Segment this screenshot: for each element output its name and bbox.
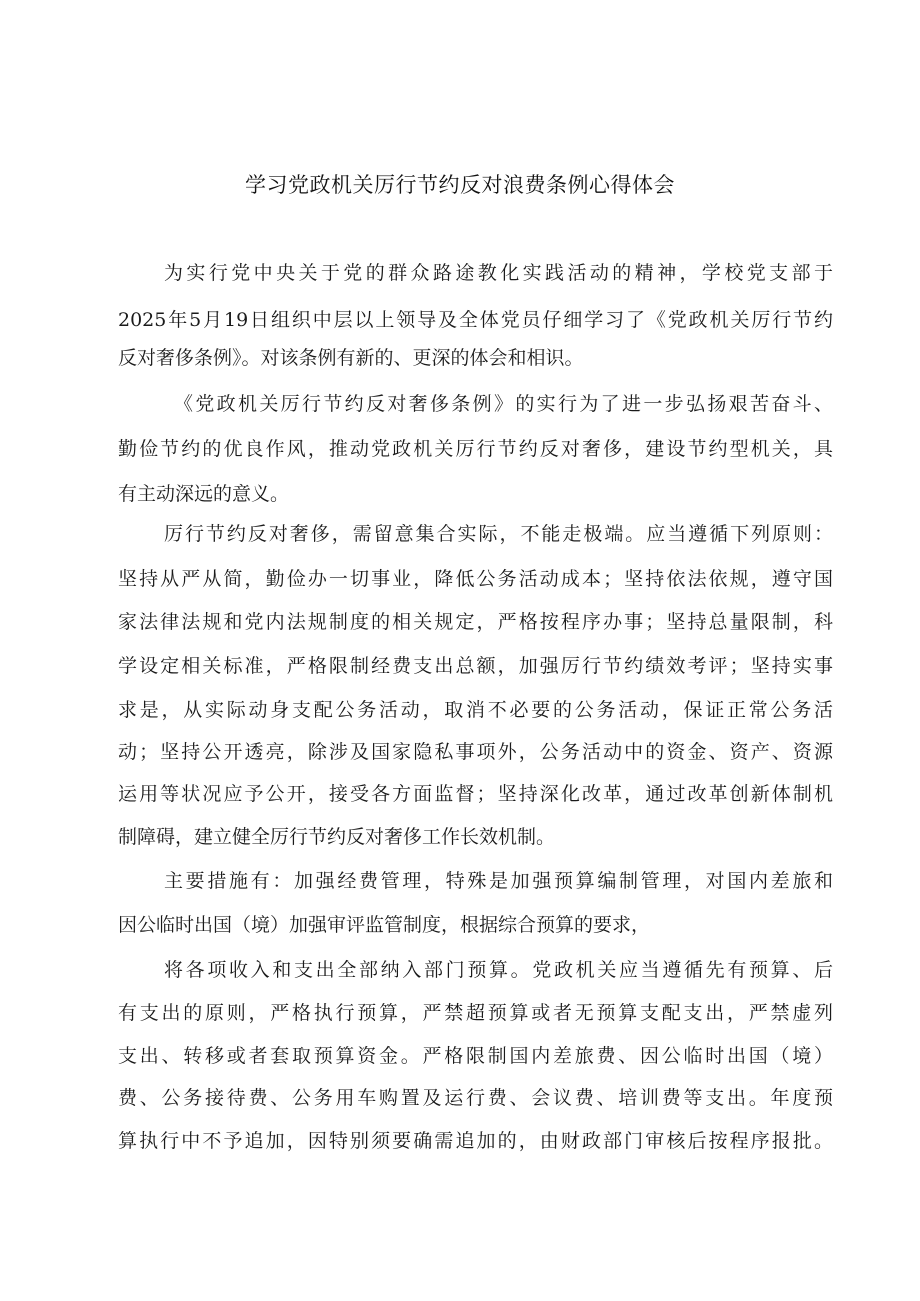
paragraph-line: 支出、转移或者套取预算资金。严格限制国内差旅费、因公临时出国（境）	[118, 1045, 833, 1067]
paragraph-line: 算执行中不予追加，因特别须要确需追加的，由财政部门审核后按程序报批。	[118, 1130, 833, 1152]
paragraph-line: 学设定相关标准，严格限制经费支出总额，加强厉行节约绩效考评；坚持实事	[118, 655, 833, 677]
paragraph-line: 求是，从实际动身支配公务活动，取消不必要的公务活动，保证正常公务活	[118, 699, 833, 721]
paragraph-line: 将各项收入和支出全部纳入部门预算。党政机关应当遵循先有预算、后	[164, 959, 833, 981]
paragraph-line: 运用等状况应予公开，接受各方面监督；坚持深化改革，通过改革创新体制机	[118, 783, 833, 805]
paragraph-line: 2025年5月19日组织中层以上领导及全体党员仔细学习了《党政机关厉行节约	[118, 309, 833, 331]
paragraph-line: 有支出的原则，严格执行预算，严禁超预算或者无预算支配支出，严禁虚列	[118, 1002, 833, 1024]
paragraph-line: 因公临时出国（境）加强审评监管制度，根据综合预算的要求，	[118, 914, 651, 936]
paragraph-line: 反对奢侈条例》。对该条例有新的、更深的体会和相识。	[118, 347, 584, 369]
paragraph-line: 动；坚持公开透亮，除涉及国家隐私事项外，公务活动中的资金、资产、资源	[118, 741, 833, 763]
paragraph-line: 厉行节约反对奢侈，需留意集合实际，不能走极端。应当遵循下列原则：	[164, 523, 833, 545]
paragraph-line: 为实行党中央关于党的群众路途教化实践活动的精神，学校党支部于	[164, 262, 833, 284]
paragraph-line: 费、公务接待费、公务用车购置及运行费、会议费、培训费等支出。年度预	[118, 1087, 833, 1109]
paragraph-line: 《党政机关厉行节约反对奢侈条例》的实行为了进一步弘扬艰苦奋斗、	[174, 393, 833, 415]
document-title: 学习党政机关厉行节约反对浪费条例心得体会	[245, 173, 675, 197]
paragraph-line: 有主动深远的意义。	[118, 483, 290, 505]
paragraph-line: 家法律法规和党内法规制度的相关规定，严格按程序办事；坚持总量限制，科	[118, 611, 833, 633]
paragraph-line: 制障碍，建立健全厉行节约反对奢侈工作长效机制。	[118, 826, 556, 848]
paragraph-line: 勤俭节约的优良作风，推动党政机关厉行节约反对奢侈，建设节约型机关，具	[118, 438, 833, 460]
paragraph-line: 坚持从严从简，勤俭办一切事业，降低公务活动成本；坚持依法依规，遵守国	[118, 568, 833, 590]
paragraph-line: 主要措施有：加强经费管理，特殊是加强预算编制管理，对国内差旅和	[164, 870, 833, 892]
